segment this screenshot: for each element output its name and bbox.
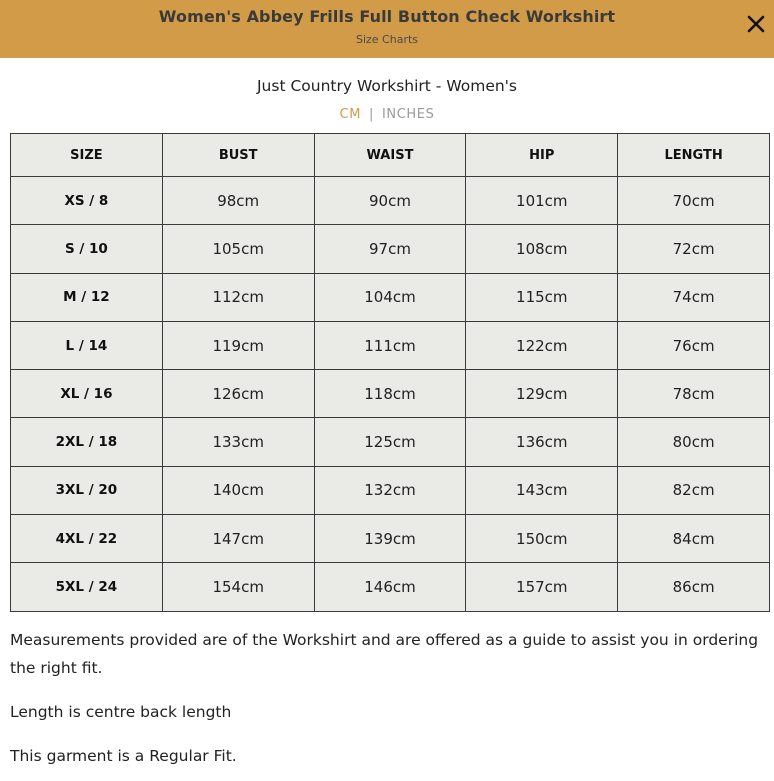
length-cell: 74cm [618, 273, 770, 321]
waist-cell: 97cm [314, 225, 466, 273]
product-title: Women's Abbey Frills Full Button Check Workshirt [158, 7, 616, 26]
unit-separator: | [369, 107, 374, 122]
table-row [11, 563, 770, 611]
length-cell: 86cm [618, 563, 770, 611]
hip-cell: 157cm [466, 563, 618, 611]
modal-header [0, 0, 774, 58]
fit-note: This garment is a Regular Fit. [10, 747, 237, 765]
waist-cell: 104cm [314, 273, 466, 321]
unit-inches-toggle[interactable]: INCHES [382, 107, 435, 122]
bust-cell: 119cm [162, 321, 314, 369]
bust-cell: 154cm [162, 563, 314, 611]
size-cell: XS / 8 [11, 177, 163, 225]
table-row [11, 273, 770, 321]
table-row [11, 321, 770, 369]
bust-cell: 112cm [162, 273, 314, 321]
table-row [11, 177, 770, 225]
table-row [11, 418, 770, 466]
size-cell: L / 14 [11, 321, 163, 369]
length-cell: 70cm [618, 177, 770, 225]
length-cell: 72cm [618, 225, 770, 273]
table-header-row [11, 134, 770, 177]
hip-cell: 143cm [466, 466, 618, 514]
hip-cell: 129cm [466, 370, 618, 418]
hip-cell: 122cm [466, 321, 618, 369]
waist-cell: 139cm [314, 515, 466, 563]
hip-cell: 150cm [466, 515, 618, 563]
size-cell: M / 12 [11, 273, 163, 321]
size-chart-table [10, 133, 770, 612]
bust-cell: 126cm [162, 370, 314, 418]
waist-cell: 132cm [314, 466, 466, 514]
hip-cell: 115cm [466, 273, 618, 321]
size-cell: 5XL / 24 [11, 563, 163, 611]
column-header-size: SIZE [11, 134, 163, 177]
column-header-waist: WAIST [314, 134, 466, 177]
length-cell: 80cm [618, 418, 770, 466]
size-cell: XL / 16 [11, 370, 163, 418]
unit-switch [0, 107, 774, 122]
table-row [11, 225, 770, 273]
table-row [11, 515, 770, 563]
length-cell: 76cm [618, 321, 770, 369]
waist-cell: 146cm [314, 563, 466, 611]
length-cell: 78cm [618, 370, 770, 418]
size-cell: 3XL / 20 [11, 466, 163, 514]
column-header-hip: HIP [466, 134, 618, 177]
bust-cell: 140cm [162, 466, 314, 514]
size-notes [10, 626, 760, 781]
close-button[interactable] [742, 10, 770, 38]
hip-cell: 136cm [466, 418, 618, 466]
length-cell: 84cm [618, 515, 770, 563]
table-row [11, 466, 770, 514]
close-icon[interactable] [747, 15, 765, 33]
hip-cell: 108cm [466, 225, 618, 273]
waist-cell: 118cm [314, 370, 466, 418]
measurement-note: Measurements provided are of the Workshirt and are offered as a guide to assist you in ordering the right fit. [10, 631, 759, 677]
waist-cell: 111cm [314, 321, 466, 369]
waist-cell: 90cm [314, 177, 466, 225]
column-header-length: LENGTH [618, 134, 770, 177]
table-row [11, 370, 770, 418]
size-chart-title: Just Country Workshirt - Women's [256, 77, 518, 95]
size-cell: 4XL / 22 [11, 515, 163, 563]
column-header-bust: BUST [162, 134, 314, 177]
size-cell: S / 10 [11, 225, 163, 273]
length-note: Length is centre back length [10, 703, 232, 721]
bust-cell: 98cm [162, 177, 314, 225]
modal-subtitle: Size Charts [355, 33, 419, 46]
bust-cell: 147cm [162, 515, 314, 563]
unit-cm-toggle[interactable]: CM [339, 107, 362, 122]
waist-cell: 125cm [314, 418, 466, 466]
hip-cell: 101cm [466, 177, 618, 225]
bust-cell: 133cm [162, 418, 314, 466]
size-cell: 2XL / 18 [11, 418, 163, 466]
bust-cell: 105cm [162, 225, 314, 273]
length-cell: 82cm [618, 466, 770, 514]
